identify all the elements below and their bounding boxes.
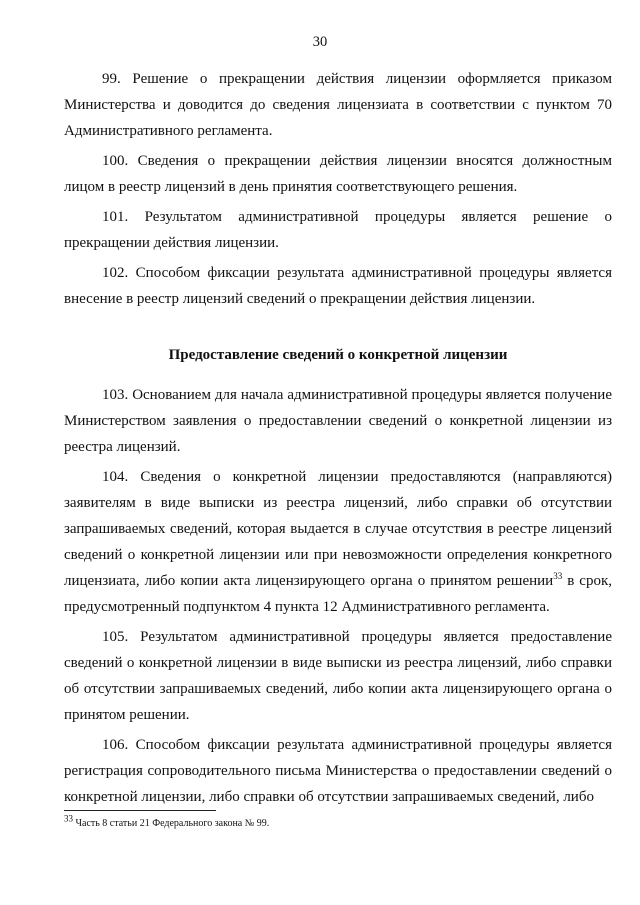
paragraph-103: 103. Основанием для начала административной процедуры является получение Министерством заявления о предоставлении сведений о конкретной лицензии из реестра лицензий. <box>64 387 612 455</box>
paragraph-102: 102. Способом фиксации результата административной процедуры является внесение в реестр лицензий сведений о прекращении действия лицензии. <box>64 265 612 307</box>
footnote-number: 33 <box>64 813 73 824</box>
document-body <box>64 66 612 810</box>
footnote <box>64 813 612 830</box>
paragraph-104 <box>64 464 612 620</box>
paragraph-104-text: 104. Сведения о конкретной лицензии предоставляются (направляются) заявителям в виде выписки из реестра лицензий, либо справки об отсутствии запрашиваемых сведений, которая выдается в случае отсутствия в реестре лицензий сведений о конкретной лицензии или при невозможности определения конкретного лицензиата, либо копии акта лицензирующего органа о принятом решении <box>64 469 612 589</box>
footnote-divider <box>64 810 216 811</box>
section-heading: Предоставление сведений о конкретной лицензии <box>168 347 508 363</box>
page-number: 30 <box>312 34 328 50</box>
paragraph-101: 101. Результатом административной процедуры является решение о прекращении действия лицензии. <box>64 209 612 251</box>
footnote-reference: 33 <box>553 571 563 581</box>
footnote-text: Часть 8 статьи 21 Федерального закона № 99. <box>73 818 270 829</box>
paragraph-105: 105. Результатом административной процедуры является предоставление сведений о конкретной лицензии в виде выписки из реестра лицензий, либо справки об отсутствии запрашиваемых сведений, либо копии акта лицензирующего органа о принятом решении. <box>64 629 612 723</box>
paragraph-106: 106. Способом фиксации результата административной процедуры является регистрация сопроводительного письма Министерства о предоставлении сведений о конкретной лицензии, либо справки об отсутствии запрашиваемых сведений, либо <box>64 737 612 805</box>
paragraph-99: 99. Решение о прекращении действия лицензии оформляется приказом Министерства и доводится до сведения лицензиата в соответствии с пунктом 70 Административного регламента. <box>64 71 612 139</box>
paragraph-104-text-end: в срок, предусмотренный подпунктом 4 пункта 12 Административного регламента. <box>64 573 612 615</box>
paragraph-100: 100. Сведения о прекращении действия лицензии вносятся должностным лицом в реестр лицензий в день принятия соответствующего решения. <box>64 153 612 195</box>
